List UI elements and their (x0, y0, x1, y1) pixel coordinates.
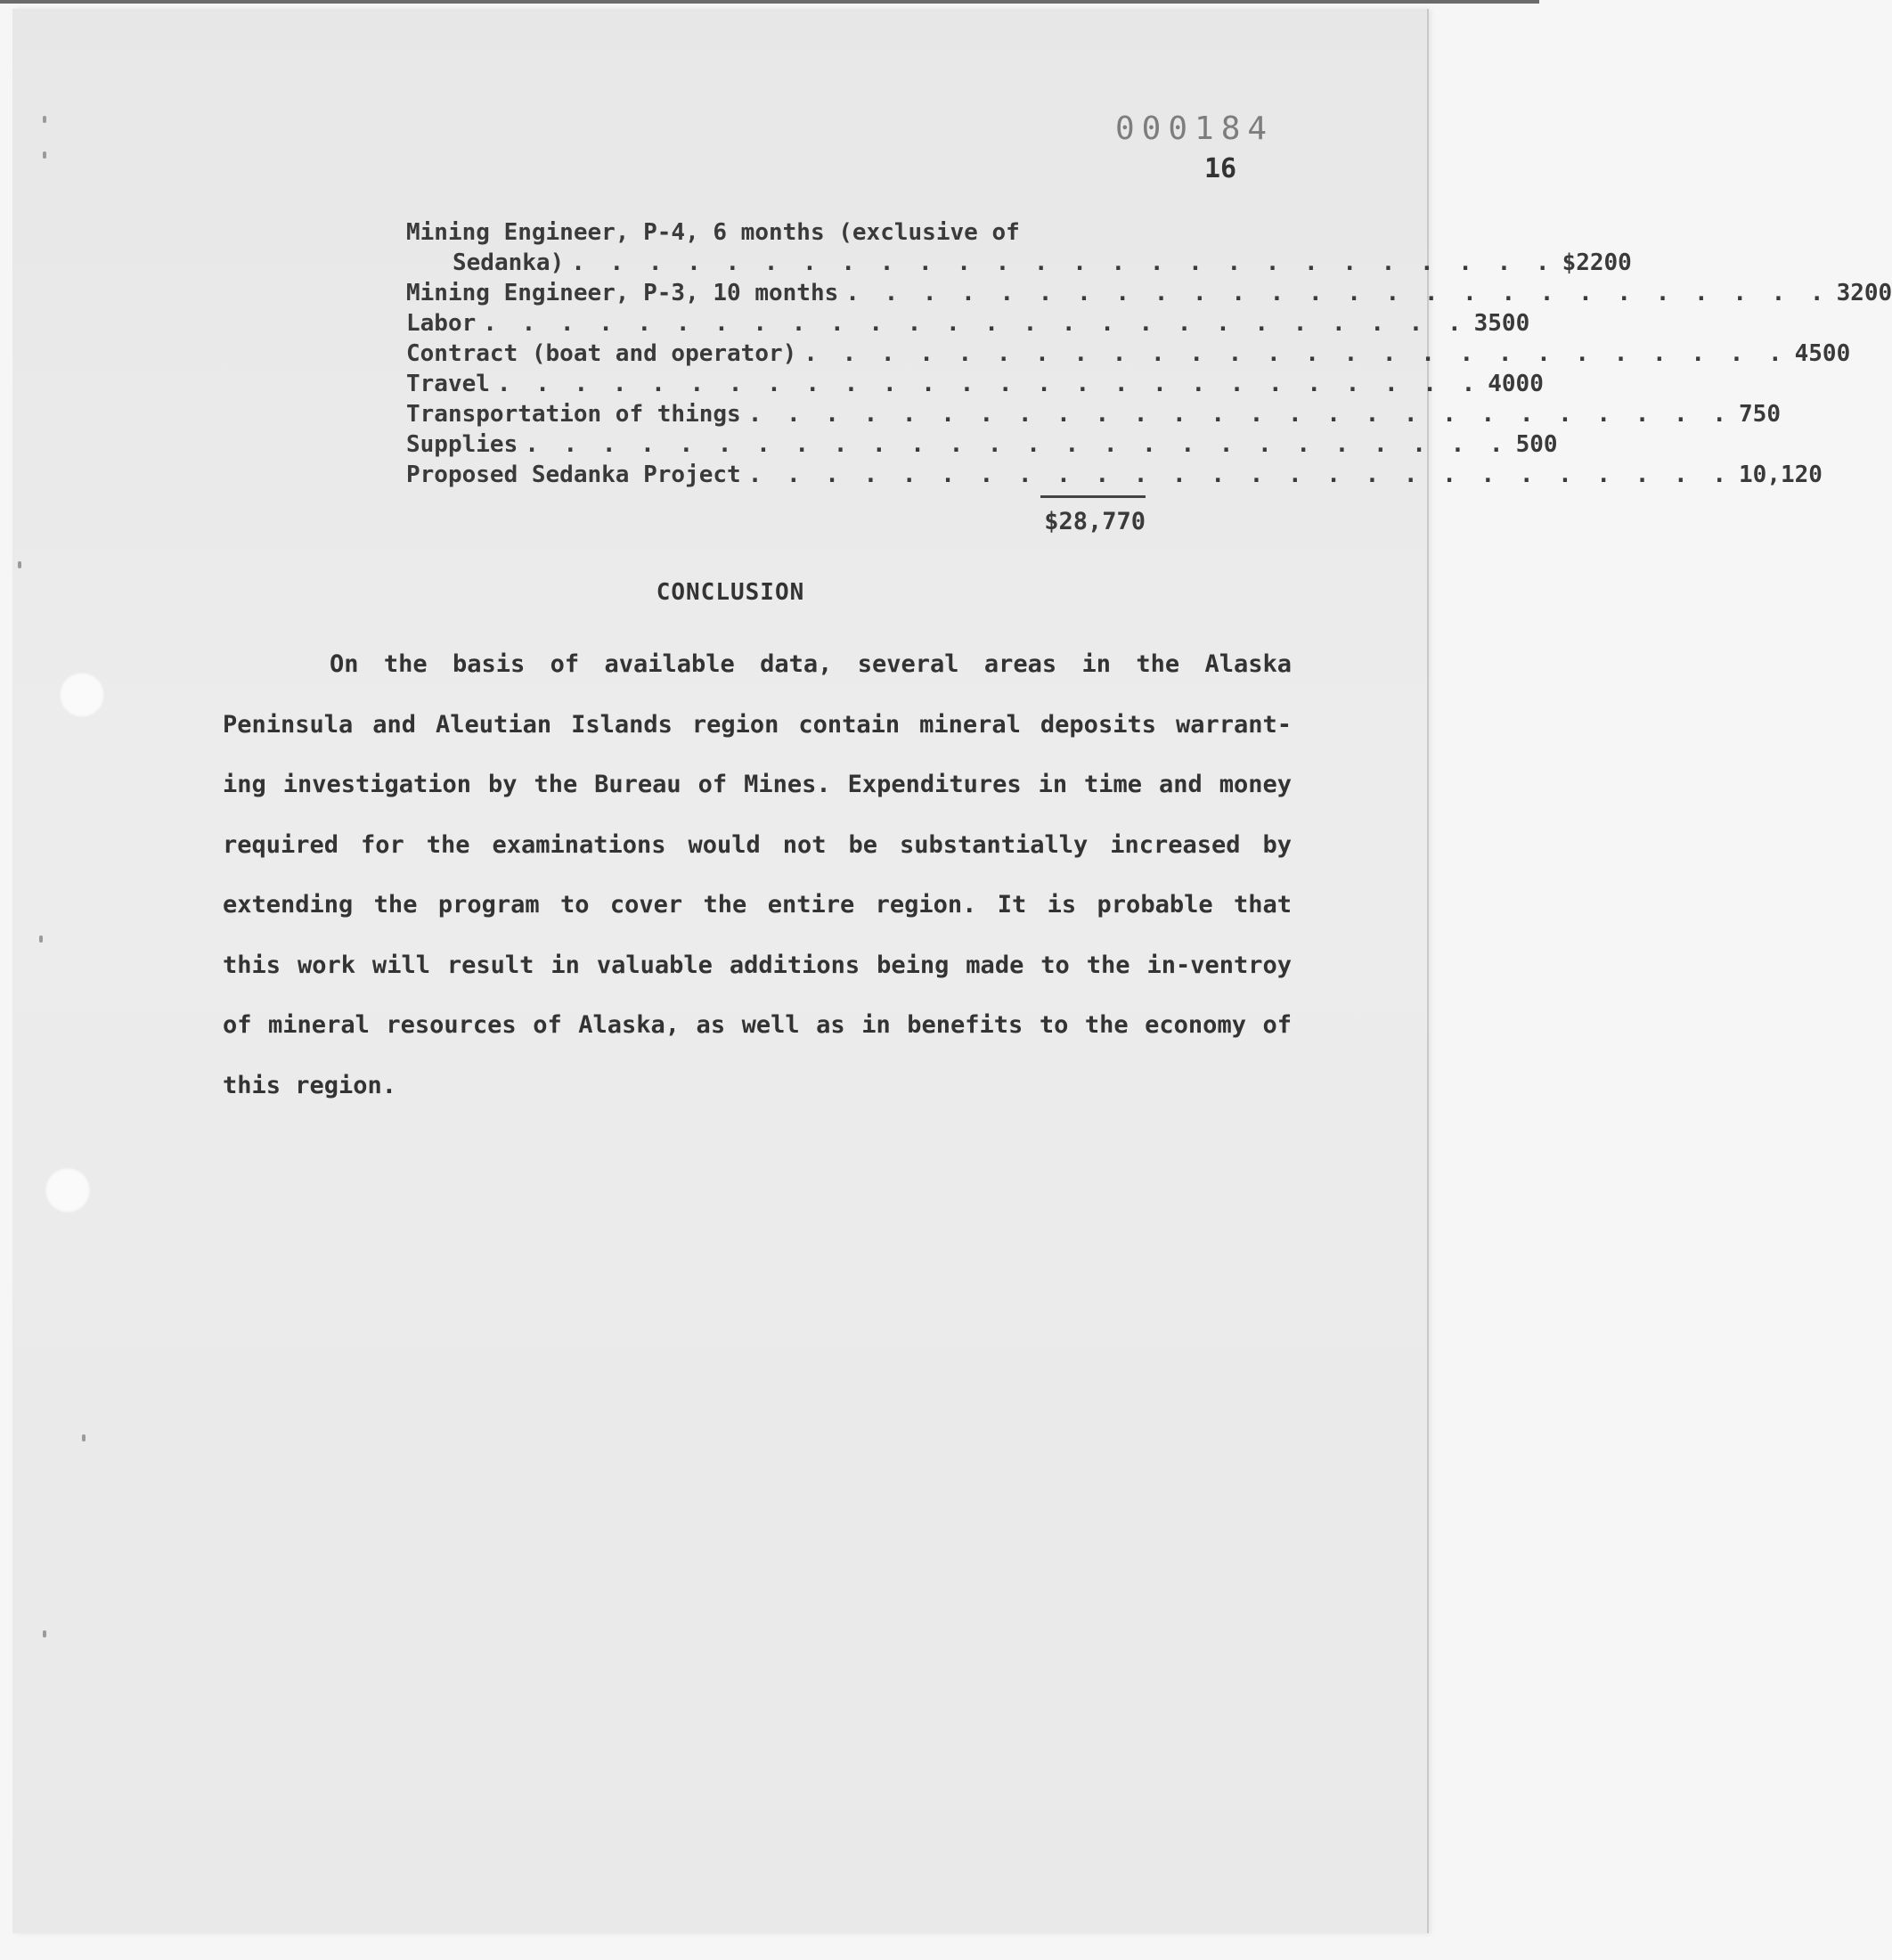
scan-border (0, 0, 1539, 4)
budget-row (406, 369, 1544, 399)
budget-item-amount: 10,120 (1739, 461, 1823, 488)
budget-table (406, 217, 1892, 490)
scan-speck (18, 561, 21, 568)
punch-hole-bottom (45, 1167, 91, 1213)
leader-dots: . . . . . . . . . . . . . . . . . . . . . . . . . . (483, 310, 1467, 337)
budget-item-amount: 3500 (1473, 310, 1530, 337)
budget-item-label: Labor (406, 310, 477, 337)
budget-item-amount: 3200 (1836, 280, 1892, 306)
scan-speck (43, 1630, 46, 1637)
budget-row (406, 217, 1146, 248)
budget-item-amount: 750 (1739, 401, 1781, 428)
budget-row (406, 308, 1530, 339)
budget-item-label: Mining Engineer, P-3, 10 months (406, 280, 839, 306)
leader-dots: . . . . . . . . . . . . . . . . . . . . . . . . . . (571, 249, 1555, 276)
budget-total: $28,770 (1044, 508, 1146, 535)
conclusion-paragraph: On the basis of available data, several areas in the Alaska Peninsula and Aleutian Islands region contain mineral deposits warrant-ing investigation by the Bureau of Mines. Expenditures in time and money required for the examinations would not be substantially increased by extending the program to cover the entire region. It is probable that this work will result in valuable additions being made to the in-ventroy of mineral resources of Alaska, as well as in benefits to the economy of this region. (223, 650, 1292, 1099)
page-number: 16 (1204, 153, 1237, 184)
scan-speck (82, 1434, 86, 1441)
document-stamp-number: 000184 (1115, 110, 1275, 147)
budget-item-label: Contract (boat and operator) (406, 340, 797, 367)
leader-dots: . . . . . . . . . . . . . . . . . . . . . . . . . . (525, 431, 1509, 458)
budget-item-amount: 500 (1515, 431, 1558, 458)
budget-row (406, 429, 1558, 460)
budget-item-amount: 4500 (1794, 340, 1851, 367)
budget-item-label: Supplies (406, 431, 518, 458)
punch-hole-top (59, 672, 105, 718)
budget-row (406, 460, 1823, 490)
budget-item-amount: 4000 (1488, 371, 1544, 397)
leader-dots: . . . . . . . . . . . . . . . . . . . . . . . . . . (496, 371, 1481, 397)
scan-speck (43, 151, 46, 159)
scan-speck (39, 935, 43, 943)
budget-item-label: Sedanka) (453, 249, 565, 276)
leader-dots: . . . . . . . . . . . . . . . . . . . . . . . . . . (747, 461, 1733, 488)
leader-dots: . . . . . . . . . . . . . . . . . . . . . . . . . . (747, 401, 1733, 428)
scan-speck (43, 116, 46, 123)
leader-dots: . . . . . . . . . . . . . . . . . . . . . . . . . . (845, 280, 1830, 306)
budget-row (406, 339, 1851, 369)
budget-item-label: Transportation of things (406, 401, 741, 428)
budget-item-label: Proposed Sedanka Project (406, 461, 741, 488)
budget-row (406, 278, 1892, 308)
budget-item-label: Travel (406, 371, 490, 397)
total-underline (1040, 495, 1146, 498)
budget-item-label: Mining Engineer, P-4, 6 months (exclusive of (406, 219, 1020, 246)
budget-row (406, 248, 1632, 278)
budget-row (406, 399, 1781, 429)
budget-item-amount: $2200 (1562, 249, 1632, 276)
section-heading: CONCLUSION (656, 579, 805, 606)
leader-dots: . . . . . . . . . . . . . . . . . . . . . . . . . . (803, 340, 1788, 367)
